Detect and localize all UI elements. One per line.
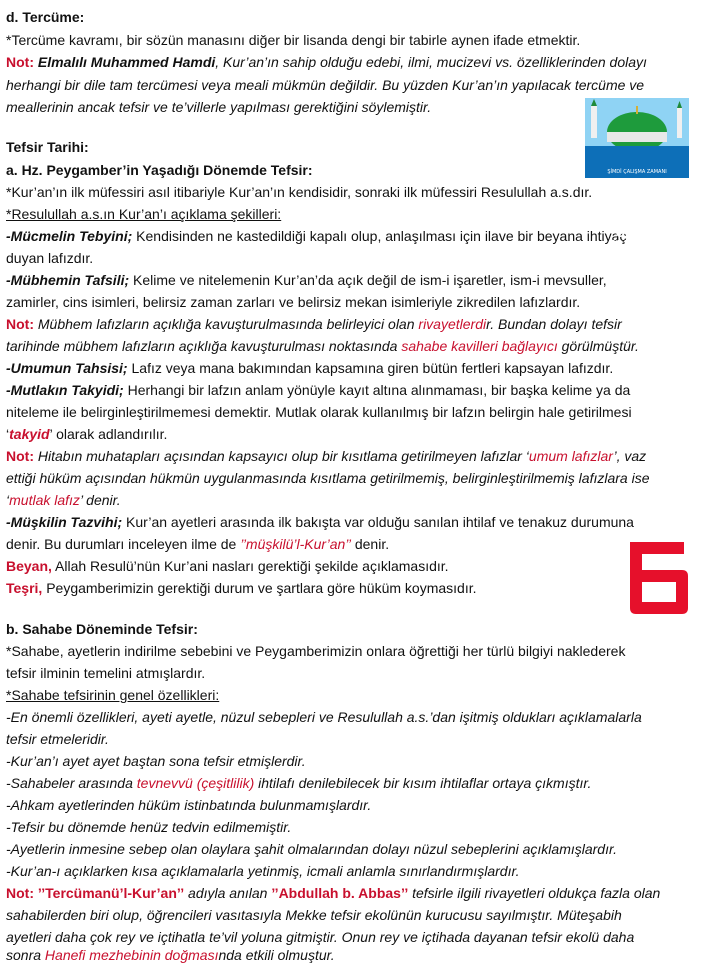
list-item (6, 862, 520, 881)
mosque-green-dome-icon (585, 98, 689, 178)
highlight-text: takyid (9, 426, 50, 442)
text-run: zamirler, cins isimleri, belirsiz zaman zarları ve belirsiz mekan isimleriyle zikredilen lafızlardır. (6, 294, 581, 310)
list-item (6, 730, 109, 749)
paragraph-line (6, 579, 477, 598)
term: -Müşkilin Tazvihi; (6, 514, 123, 530)
heading-text: b. Sahabe Döneminde Tefsir: (6, 621, 198, 637)
text-run: denir. Bu durumları inceleyen ilme de (6, 536, 241, 552)
highlight-text: ’’müşkilü’l-Kur’an’’ (240, 536, 351, 552)
note-line (6, 315, 622, 334)
list-item (6, 752, 306, 771)
term: -Umumun Tahsisi; (6, 360, 128, 376)
text-run: tarihinde mübhem lafızların açıklığa kavuşturulması noktasında (6, 338, 402, 354)
highlight-text: ’’Abdullah b. Abbas’’ (271, 885, 409, 901)
text-run: -Ahkam ayetlerinden hüküm istinbatında bulunmamışlardır. (6, 797, 372, 813)
paragraph-line (6, 249, 93, 268)
section-heading-tefsir-tarihi (6, 138, 89, 157)
highlight-text: umum lafızlar (528, 448, 614, 464)
term: -Mücmelin Tebyini; (6, 228, 133, 244)
publisher-logo (585, 98, 689, 251)
note-line (6, 491, 121, 510)
note-line (6, 469, 650, 488)
text-run: Peygamberimizin gerektiği durum ve şartlara göre hüküm koymasıdır. (42, 580, 477, 596)
note-label: Not: (6, 54, 34, 70)
text-run: tefsir ilminin temelini atmışlardır. (6, 665, 206, 681)
paragraph-line (6, 403, 632, 422)
logo-subtitle: MBSTS (610, 238, 664, 251)
highlight-text: Hanefi mezhebinin doğması (44, 947, 219, 963)
note-line (6, 946, 335, 965)
note-line (6, 928, 634, 947)
subsection-heading (6, 620, 198, 639)
paragraph-line (6, 271, 607, 290)
text-run: ayetleri daha çok rey ve içtihatla te’vil yoluna gitmiştir. Onun rey ve içtihada dayanan tefsir ekolü daha (6, 929, 635, 945)
list-item (6, 796, 371, 815)
text-run: -Kur’an-ı açıklarken kısa açıklamalarla yetinmiş, icmali anlamla sınırlandırmışlardır. (6, 863, 520, 879)
text-run: denir. (350, 536, 390, 552)
text-run: ’, vaz (613, 448, 647, 464)
paragraph-line (6, 227, 626, 246)
note-line (6, 884, 660, 903)
page-number-glyph (620, 536, 692, 618)
highlight-text: ’’Tercümanü’l-Kur’an’’ (37, 885, 185, 901)
text-run: Herhangi bir lafzın anlam yönüyle kayıt altına alınmaması, bir başka kelime ya da (123, 382, 631, 398)
note-label: Not: (6, 448, 34, 464)
list-item (6, 774, 591, 793)
paragraph-line (6, 664, 205, 683)
text-run: -Sahabeler arasında (6, 775, 137, 791)
subsection-heading (6, 161, 313, 180)
term-red: Beyan, (6, 558, 52, 574)
heading-text: a. Hz. Peygamber’in Yaşadığı Dönemde Tefsir: (6, 162, 313, 178)
text-run: duyan lafızdır. (6, 250, 94, 266)
term: -Mutlakın Takyidi; (6, 382, 124, 398)
highlight-text: mutlak lafız (9, 492, 80, 508)
text-run: herhangi bir dile tam tercümesi veya meali mükmün değildir. Bu yüzden Kur’an’ın yapılacak tercüme ve (6, 77, 645, 93)
text-run: niteleme ile belirginleştirilmemesi demektir. Mutlak olarak kullanılmış bir lafzın belirgin hale getirilmesi (6, 404, 632, 420)
text-run: ’ denir. (79, 492, 121, 508)
paragraph-line (6, 359, 613, 378)
paragraph-line (6, 183, 592, 202)
highlight-text: tevnevvü (çeşitlilik) (136, 775, 255, 791)
paragraph-line (6, 535, 389, 554)
text-run: nda etkili olmuştur. (218, 947, 335, 963)
list-item (6, 840, 617, 859)
text-run: ‘ (6, 426, 10, 442)
note-line (6, 447, 646, 466)
text-run: ’ olarak adlandırılır. (49, 426, 168, 442)
paragraph-line (6, 381, 630, 400)
text-run: Hitabın muhatapları açısından kapsayıcı olup bir kısıtlama getirilmeyen lafızlar ‘ (34, 448, 529, 464)
note-label: Not: (6, 316, 34, 332)
text-run: *Tercüme kavramı, bir sözün manasını diğer bir lisanda dengi bir tabirle aynen ifade etmektir. (6, 32, 581, 48)
heading-text: d. Tercüme: (6, 9, 85, 25)
section-heading-tercume (6, 8, 84, 27)
note-line (6, 337, 639, 356)
text-run: *Kur’an’ın ilk müfessiri asıl itibariyle Kur’an’ın kendisidir, sonraki ilk müfessiri Resulullah a.s.dır. (6, 184, 593, 200)
paragraph-line (6, 293, 580, 312)
paragraph-line (6, 31, 580, 50)
text-run: görülmüştür. (557, 338, 639, 354)
text-run: Lafız veya mana bakımından kapsamına giren bütün fertleri kapsayan lafızdır. (127, 360, 614, 376)
text-run: -Tefsir bu dönemde henüz tedvin edilmemiştir. (6, 819, 292, 835)
text-run: sahabilerden biri olup, öğrencileri vasıtasıyla Mekke tefsir ekolünün kurucusu sayılmıştır. Müteşabih (6, 907, 622, 923)
term-red: Teşri, (6, 580, 43, 596)
text-run: adıyla anılan (184, 885, 272, 901)
note-line (6, 53, 647, 72)
highlight-text: rivayetlerdi (418, 316, 487, 332)
list-item (6, 818, 291, 837)
text-run: *Sahabe, ayetlerin indirilme sebebini ve Peygamberimizin onlara öğrettiği her türlü bilgiyi naklederek (6, 643, 626, 659)
text-run: ‘ (6, 492, 10, 508)
note-line (6, 906, 622, 925)
paragraph-line (6, 513, 634, 532)
text-run: *Sahabe tefsirinin genel özellikleri: (6, 687, 220, 703)
text-run: -En önemli özellikleri, ayeti ayetle, nüzul sebepleri ve Resulullah a.s.’dan işitmiş oldukları açıklamalarla (6, 709, 642, 725)
text-run: *Resulullah a.s.ın Kur’an’ı açıklama şekilleri: (6, 206, 282, 222)
heading-text: Tefsir Tarihi: (6, 139, 89, 155)
text-run: meallerinin ancak tefsir ve te’villerle yapılması gerektiğini söylemiştir. (6, 99, 432, 115)
text-run: tefsir etmeleridir. (6, 731, 109, 747)
logo-tagline: ŞİMDİ ÇALIŞMA ZAMANI (607, 169, 667, 175)
paragraph-line (6, 557, 449, 576)
text-run: -Ayetlerin inmesine sebep olan olaylara şahit olmalarından dolayı nüzul sebeplerini açıklamışlardır. (6, 841, 618, 857)
term: -Mübhemin Tafsili; (6, 272, 130, 288)
note-line (6, 76, 644, 95)
highlight-text: sahabe kavilleri bağlayıcı (401, 338, 558, 354)
list-heading (6, 686, 219, 705)
paragraph-line (6, 425, 167, 444)
text-run: tefsirle ilgili rivayetleri oldukça fazla olan (408, 885, 661, 901)
text-run: Mübhem lafızların açıklığa kavuşturulmasında belirleyici olan (34, 316, 419, 332)
note-line (6, 98, 431, 117)
list-heading (6, 205, 281, 224)
text-run: ettiği hüküm açısından hükmün uygulanmasında kısıtlama getirilmemiş, belirginleştirilmemiş lafızlara ise (6, 470, 650, 486)
text-run: Kendisinden ne kastedildiği kapalı olup, anlaşılması için ilave bir beyana ihtiyaç (132, 228, 627, 244)
text-run: -Kur’an’ı ayet ayet baştan sona tefsir etmişlerdir. (6, 753, 306, 769)
text-run: sonra (6, 947, 45, 963)
logo-title: ÖKDT (615, 227, 659, 240)
paragraph-line (6, 642, 625, 661)
text-run: Allah Resulü’nün Kur’ani nasları gerektiği şekilde açıklamasıdır. (51, 558, 449, 574)
text-run: ihtilafı denilebilecek bir kısım ihtilaflar ortaya çıkmıştır. (254, 775, 592, 791)
page-number (620, 536, 692, 618)
note-label: Not: (6, 885, 34, 901)
text-run: Kelime ve nitelemenin Kur’an’da açık değil de ism-i işaretler, ism-i mevsuller, (129, 272, 607, 288)
list-item (6, 708, 642, 727)
scholar-name: Elmalılı Muhammed Hamdi (37, 54, 216, 70)
text-run: , Kur’an’ın sahip olduğu edebi, ilmi, mucizevi vs. özelliklerinden dolayı (215, 54, 647, 70)
text-run: r. Bundan dolayı tefsir (486, 316, 622, 332)
text-run: Kur’an ayetleri arasında ilk bakışta var olduğu sanılan ihtilaf ve tenakuz durumuna (122, 514, 634, 530)
